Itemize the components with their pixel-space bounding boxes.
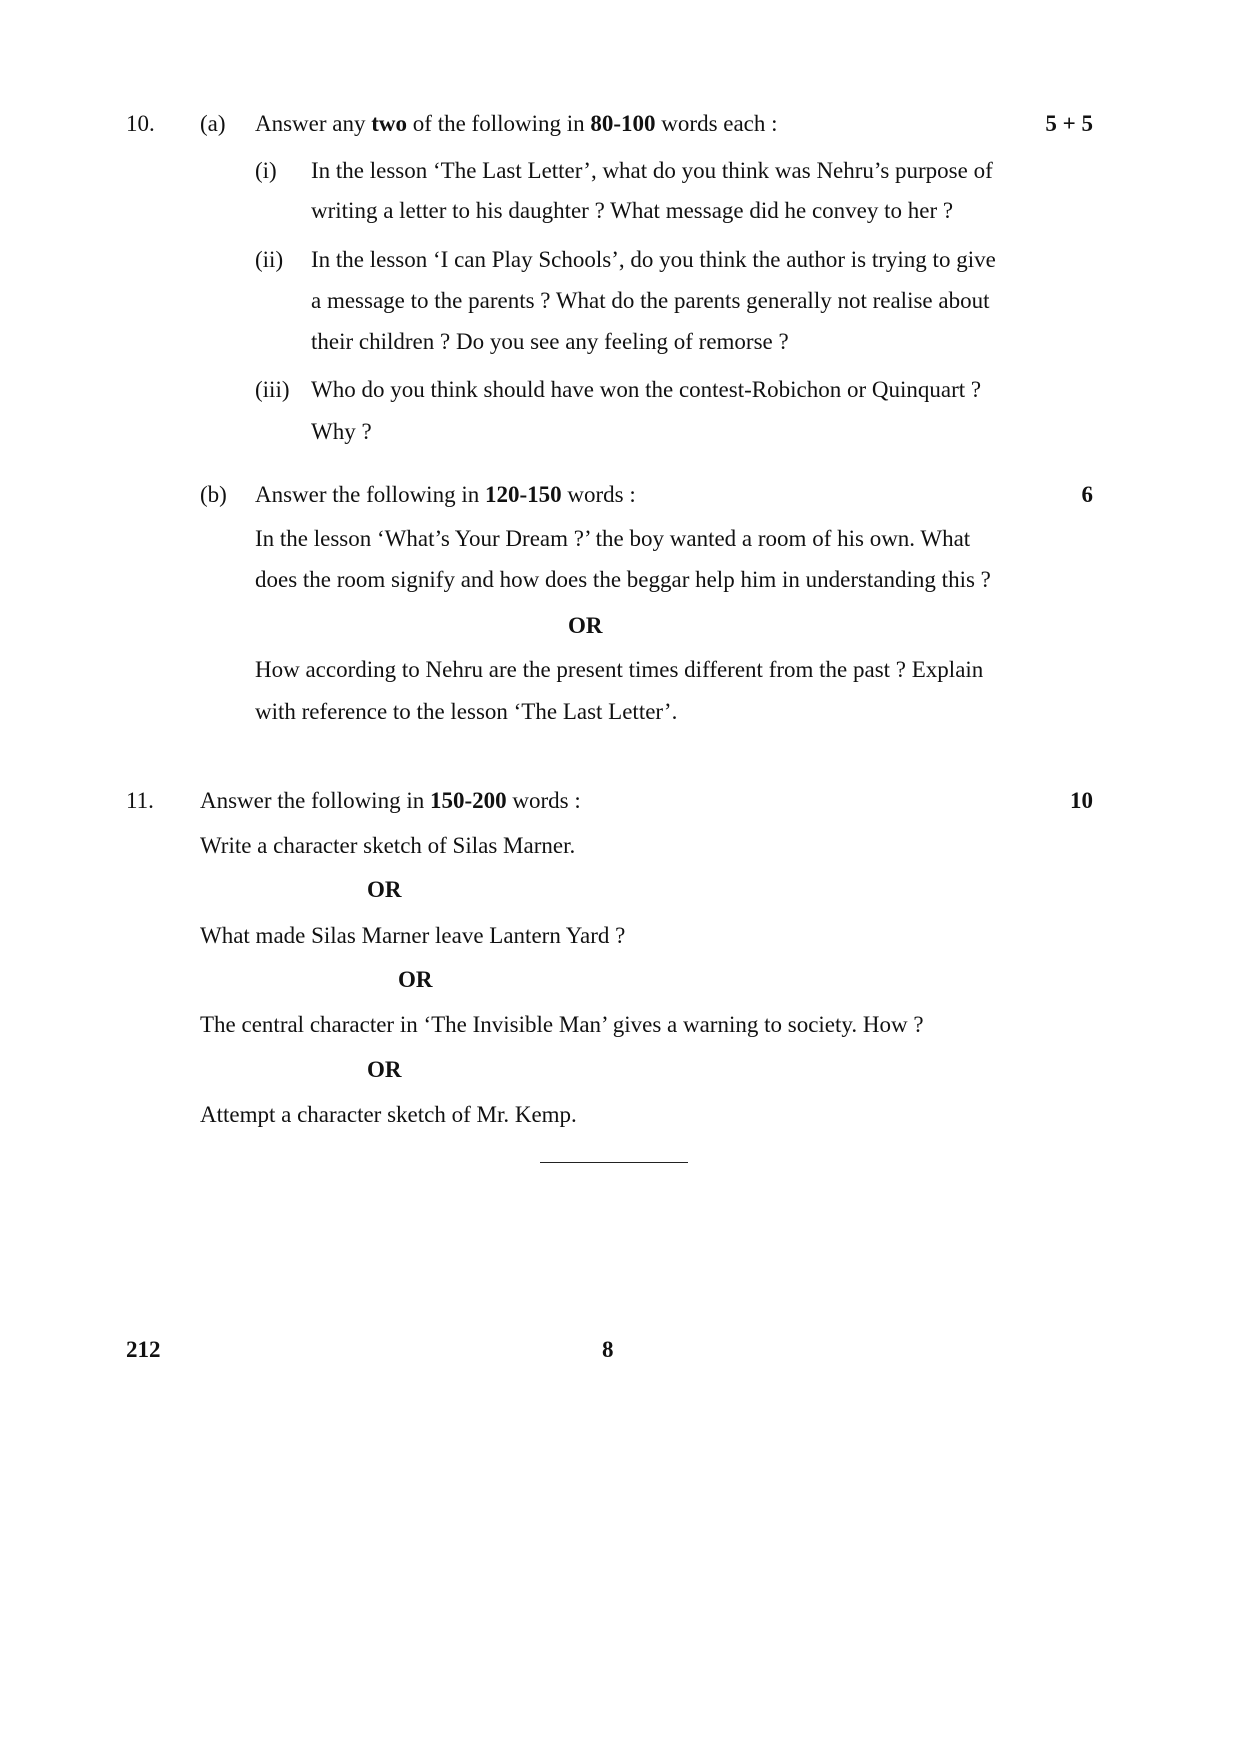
- item-text: In the lesson ‘The Last Letter’, what do you think was Nehru’s purpose of: [311, 158, 993, 183]
- question-number: 10.: [126, 111, 155, 136]
- paper-code: 212: [126, 1337, 161, 1362]
- or-separator: OR: [568, 613, 603, 638]
- subquestion-label: (a): [200, 111, 226, 136]
- or-separator: OR: [398, 967, 433, 992]
- item-text: their children ? Do you see any feeling of remorse ?: [311, 329, 789, 354]
- item-text: Who do you think should have won the contest-Robichon or Quinquart ?: [311, 377, 982, 402]
- question-text: does the room signify and how does the beggar help him in understanding this ?: [255, 567, 991, 592]
- instruction-text: of the following in: [407, 111, 591, 136]
- item-number: (i): [255, 158, 277, 183]
- option-text: What made Silas Marner leave Lantern Yard ?: [200, 923, 626, 948]
- page-number: 8: [602, 1337, 614, 1362]
- instruction: [255, 481, 636, 509]
- item-number: (ii): [255, 247, 284, 272]
- instruction: [200, 787, 581, 815]
- instruction-text: Answer the following in: [200, 788, 430, 813]
- item-text: writing a letter to his daughter ? What message did he convey to her ?: [311, 198, 954, 223]
- word-limit: 80-100: [590, 111, 656, 136]
- instruction: [255, 110, 778, 138]
- question-number: 11.: [126, 788, 154, 813]
- item-text: a message to the parents ? What do the parents generally not realise about: [311, 288, 990, 313]
- item-number: (iii): [255, 377, 290, 402]
- option-text: Attempt a character sketch of Mr. Kemp.: [200, 1102, 577, 1127]
- subquestion-label: (b): [200, 482, 227, 507]
- marks: 6: [1081, 482, 1093, 507]
- option-text: Write a character sketch of Silas Marner.: [200, 833, 576, 858]
- word-limit: 120-150: [484, 482, 562, 507]
- marks: 5 + 5: [1045, 111, 1093, 136]
- instruction-text: Answer the following in: [255, 482, 485, 507]
- question-text: with reference to the lesson ‘The Last Letter’.: [255, 699, 678, 724]
- question-text: How according to Nehru are the present times different from the past ? Explain: [255, 657, 984, 682]
- instruction-text: words each :: [655, 111, 778, 136]
- question-text: In the lesson ‘What’s Your Dream ?’ the boy wanted a room of his own. What: [255, 526, 971, 551]
- instruction-text: Answer any: [255, 111, 372, 136]
- option-text: The central character in ‘The Invisible Man’ gives a warning to society. How ?: [200, 1012, 924, 1037]
- marks: 10: [1070, 788, 1093, 813]
- or-separator: OR: [367, 877, 402, 902]
- or-separator: OR: [367, 1057, 402, 1082]
- word-limit: 150-200: [429, 788, 507, 813]
- instruction-text: words :: [561, 482, 636, 507]
- end-divider: [540, 1162, 688, 1163]
- item-text: Why ?: [311, 419, 372, 444]
- item-text: In the lesson ‘I can Play Schools’, do you think the author is trying to give: [311, 247, 996, 272]
- instruction-text: words :: [506, 788, 581, 813]
- instruction-bold: two: [371, 111, 408, 136]
